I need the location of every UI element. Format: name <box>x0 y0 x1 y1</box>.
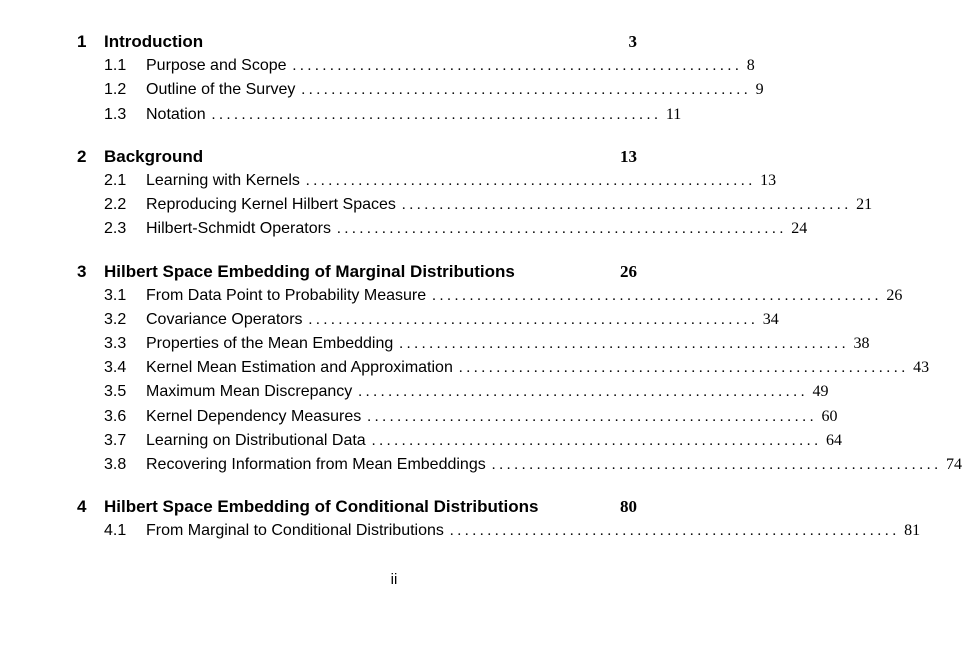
dot-leaders: . . . . . . . . . . . . . . . . . . . . . . . . . . . . . . . . . . . . . . . . . . . . . . . . . . . . . . . . . . . . <box>336 221 784 238</box>
chapter-page-number: 13 <box>620 146 637 166</box>
section-title: Reproducing Kernel Hilbert Spaces <box>146 196 396 214</box>
dot-leaders: . . . . . . . . . . . . . . . . . . . . . . . . . . . . . . . . . . . . . . . . . . . . . . . . . . . . . . . . . . . . <box>211 106 658 123</box>
section-title: Recovering Information from Mean Embeddings <box>146 456 486 473</box>
section-entry[interactable] <box>77 103 682 127</box>
section-number: 3.1 <box>104 286 127 304</box>
dot-leaders: . . . . . . . . . . . . . . . . . . . . . . . . . . . . . . . . . . . . . . . . . . . . . . . . . . . . . . . . . . . . <box>292 58 739 75</box>
chapter-entry[interactable] <box>77 495 637 519</box>
section-title: Notation <box>146 105 206 123</box>
dot-leaders: . . . . . . . . . . . . . . . . . . . . . . . . . . . . . . . . . . . . . . . . . . . . . . . . . . . . . . . . . . . . <box>401 197 849 214</box>
section-number: 2.2 <box>104 196 127 214</box>
section-page-number: 9 <box>755 81 764 99</box>
chapter-entry[interactable] <box>77 145 637 169</box>
section-title: Learning on Distributional Data <box>146 431 366 449</box>
chapter-page-number: 26 <box>620 261 637 281</box>
section-page-number: 26 <box>886 286 903 304</box>
section-number: 2.3 <box>104 220 127 238</box>
section-title: Outline of the Survey <box>146 81 296 99</box>
dot-leaders: . . . . . . . . . . . . . . . . . . . . . . . . . . . . . . . . . . . . . . . . . . . . . . . . . . . . . . . . . . . . <box>371 432 818 449</box>
chapter-entry[interactable] <box>77 30 637 54</box>
dot-leaders: . . . . . . . . . . . . . . . . . . . . . . . . . . . . . . . . . . . . . . . . . . . . . . . . . . . . . . . . . . . . <box>458 360 906 377</box>
section-entry[interactable] <box>77 308 779 332</box>
section-number: 4.1 <box>104 522 127 540</box>
section-title: Maximum Mean Discrepancy <box>146 383 353 401</box>
section-title: Hilbert-Schmidt Operators <box>146 220 331 238</box>
section-title: Kernel Dependency Measures <box>146 407 362 425</box>
section-entry[interactable] <box>77 217 808 241</box>
dot-leaders: . . . . . . . . . . . . . . . . . . . . . . . . . . . . . . . . . . . . . . . . . . . . . . . . . . . . . . . . . . . . <box>367 408 814 425</box>
section-title: Covariance Operators <box>146 310 303 328</box>
toc-chapter <box>77 30 764 127</box>
section-page-number: 49 <box>812 383 829 401</box>
section-page-number: 74 <box>945 456 962 473</box>
chapter-title: Background <box>104 146 204 166</box>
section-entry[interactable] <box>77 169 777 193</box>
toc-chapter <box>77 495 921 543</box>
section-number: 3.2 <box>104 310 127 328</box>
section-title: Kernel Mean Estimation and Approximation <box>146 359 453 377</box>
section-number: 3.6 <box>104 407 127 425</box>
section-number: 3.4 <box>104 359 127 377</box>
section-page-number: 11 <box>665 105 682 123</box>
dot-leaders: . . . . . . . . . . . . . . . . . . . . . . . . . . . . . . . . . . . . . . . . . . . . . . . . . . . . . . . . . . . . <box>358 384 805 401</box>
section-page-number: 64 <box>825 431 842 449</box>
section-entry[interactable] <box>77 54 755 78</box>
dot-leaders: . . . . . . . . . . . . . . . . . . . . . . . . . . . . . . . . . . . . . . . . . . . . . . . . . . . . . . . . . . . . <box>449 523 897 540</box>
chapter-number: 4 <box>77 497 87 517</box>
section-page-number: 24 <box>791 220 808 238</box>
section-page-number: 38 <box>853 335 870 353</box>
section-entry[interactable] <box>77 429 842 453</box>
section-number: 1.3 <box>104 105 127 123</box>
toc-chapter <box>77 145 873 242</box>
section-entry[interactable] <box>77 284 903 308</box>
section-entry[interactable] <box>77 356 930 380</box>
section-title: From Marginal to Conditional Distributions <box>146 522 444 540</box>
section-number: 1.2 <box>104 81 127 99</box>
dot-leaders: . . . . . . . . . . . . . . . . . . . . . . . . . . . . . . . . . . . . . . . . . . . . . . . . . . . . . . . . . . . . <box>432 287 879 304</box>
section-entry[interactable] <box>77 453 962 477</box>
section-entry[interactable] <box>77 193 873 217</box>
dot-leaders: . . . . . . . . . . . . . . . . . . . . . . . . . . . . . . . . . . . . . . . . . . . . . . . . . . . . . . . . . . . . <box>301 82 748 99</box>
section-page-number: 60 <box>821 407 838 425</box>
chapter-title: Hilbert Space Embedding of Marginal Distributions <box>104 261 515 281</box>
dot-leaders: . . . . . . . . . . . . . . . . . . . . . . . . . . . . . . . . . . . . . . . . . . . . . . . . . . . . . . . . . . . . <box>305 172 753 189</box>
section-number: 3.3 <box>104 335 127 353</box>
section-number: 3.7 <box>104 431 127 449</box>
section-number: 3.5 <box>104 383 127 401</box>
section-entry[interactable] <box>77 332 870 356</box>
chapter-number: 1 <box>77 32 87 51</box>
section-page-number: 8 <box>746 57 755 75</box>
section-page-number: 43 <box>913 359 930 377</box>
section-entry[interactable] <box>77 405 838 429</box>
section-number: 3.8 <box>104 456 127 473</box>
section-number: 2.1 <box>104 171 127 189</box>
section-number: 1.1 <box>104 57 127 75</box>
chapter-number: 3 <box>77 261 87 281</box>
section-title: Properties of the Mean Embedding <box>146 335 394 353</box>
chapter-page-number: 80 <box>620 497 637 517</box>
section-page-number: 81 <box>904 522 921 540</box>
dot-leaders: . . . . . . . . . . . . . . . . . . . . . . . . . . . . . . . . . . . . . . . . . . . . . . . . . . . . . . . . . . . . <box>491 457 938 473</box>
section-title: Purpose and Scope <box>146 57 287 75</box>
section-page-number: 21 <box>856 196 873 214</box>
section-page-number: 34 <box>762 310 779 328</box>
table-of-contents <box>77 30 962 562</box>
chapter-entry[interactable] <box>77 260 637 284</box>
section-title: Learning with Kernels <box>146 171 300 189</box>
section-page-number: 13 <box>760 171 777 189</box>
chapter-title: Hilbert Space Embedding of Conditional Distributions <box>104 497 539 517</box>
chapter-title: Introduction <box>104 32 204 51</box>
section-entry[interactable] <box>77 519 921 543</box>
chapter-number: 2 <box>77 146 87 166</box>
page-number-footer: ii <box>390 571 398 588</box>
dot-leaders: . . . . . . . . . . . . . . . . . . . . . . . . . . . . . . . . . . . . . . . . . . . . . . . . . . . . . . . . . . . . <box>399 336 846 353</box>
section-entry[interactable] <box>77 380 829 404</box>
section-title: From Data Point to Probability Measure <box>146 286 427 304</box>
section-entry[interactable] <box>77 78 764 102</box>
toc-chapter <box>77 260 962 478</box>
dot-leaders: . . . . . . . . . . . . . . . . . . . . . . . . . . . . . . . . . . . . . . . . . . . . . . . . . . . . . . . . . . . . <box>308 311 755 328</box>
chapter-page-number: 3 <box>628 32 637 51</box>
